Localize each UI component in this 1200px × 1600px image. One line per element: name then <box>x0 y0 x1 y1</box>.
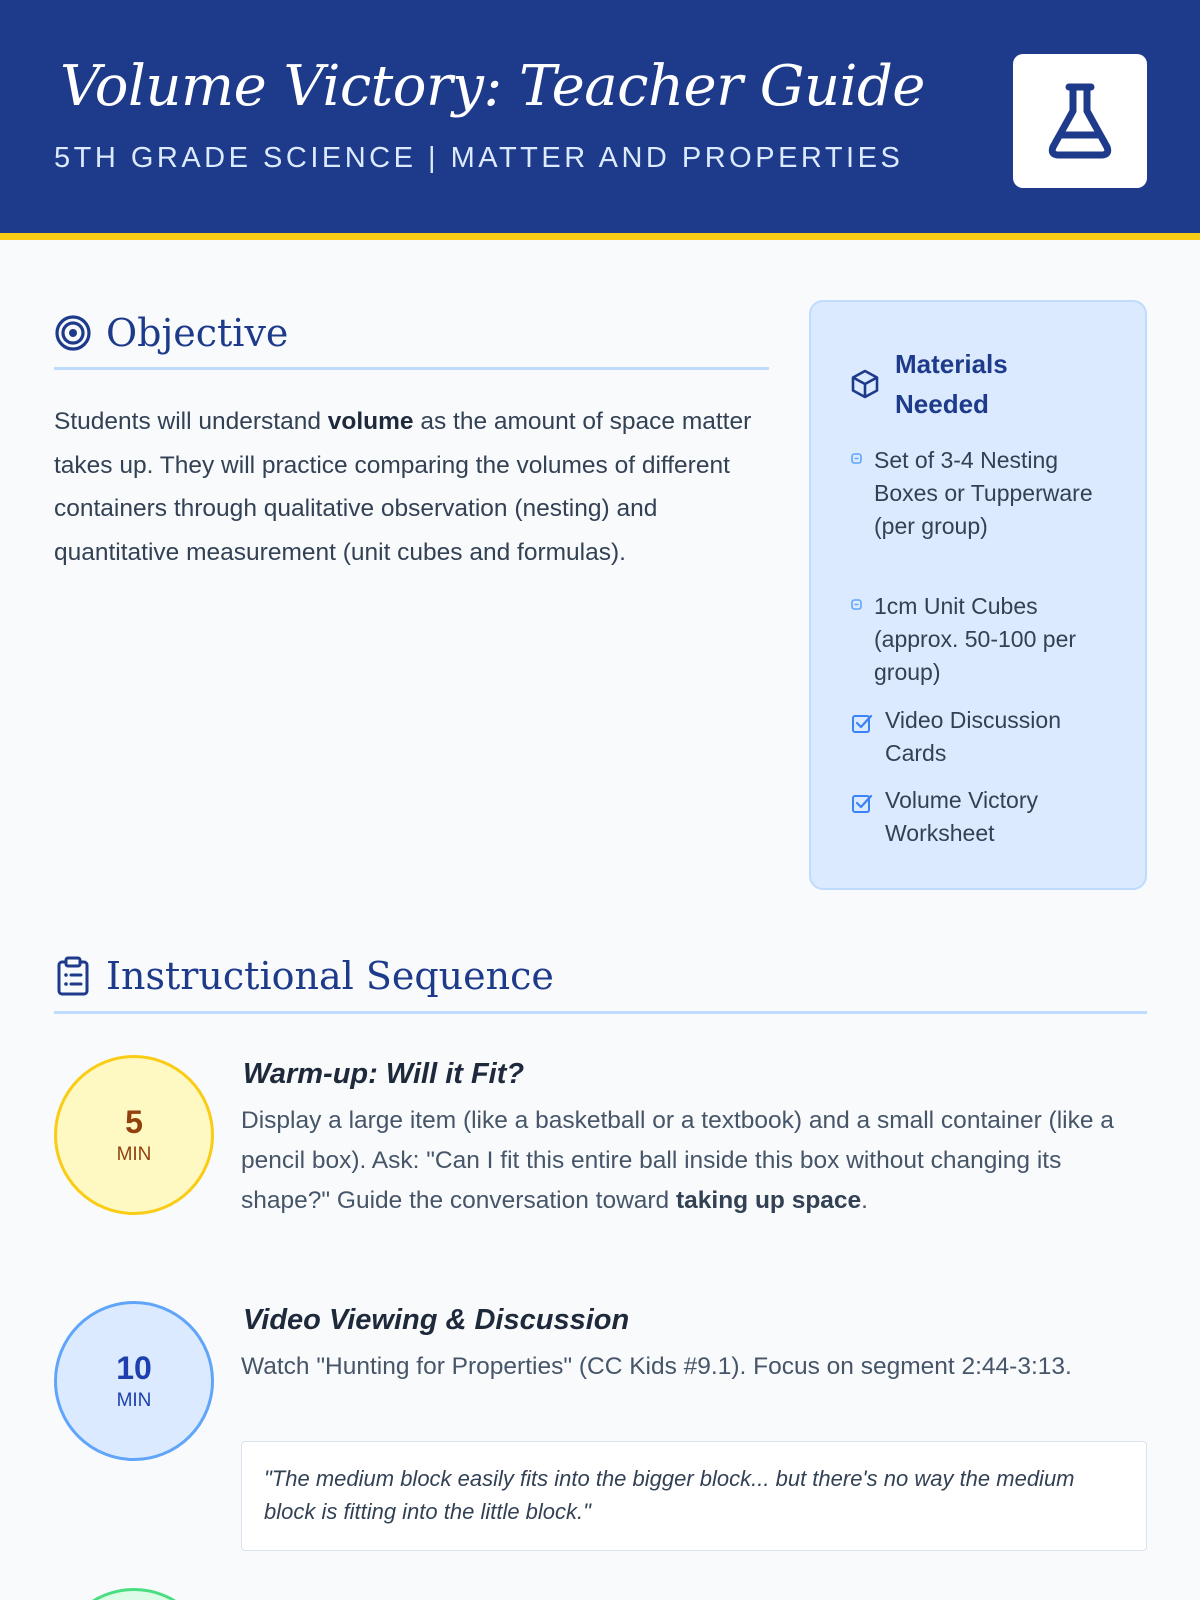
list-item-label: Video Discussion Cards <box>885 707 1062 766</box>
clipboard-icon <box>54 956 92 996</box>
checkbox-icon <box>851 793 873 815</box>
list-item <box>851 444 1101 543</box>
step-description <box>241 1101 1147 1221</box>
sequence-title: Instructional Sequence <box>106 953 554 998</box>
list-item-label: Volume Victory Worksheet <box>885 787 1038 846</box>
step-duration-badge <box>54 1301 214 1461</box>
page-header <box>0 0 1200 240</box>
sequence-heading <box>54 940 1147 1014</box>
step-description-part: . <box>861 1187 868 1214</box>
step-description-part: Display a large item (like a basketball or a textbook) and a small container (like a pencil box). Ask: "Can I fit this entire ball inside this box without changing its shape?" Guide the conversation toward <box>241 1107 1114 1214</box>
materials-panel <box>809 300 1147 890</box>
target-icon <box>54 314 92 352</box>
step-minutes: 5 <box>125 1104 143 1140</box>
list-item <box>851 784 1101 850</box>
objective-heading <box>54 298 769 370</box>
step-title: Video Viewing & Discussion <box>243 1304 630 1336</box>
step-minutes: 10 <box>116 1350 152 1386</box>
small-square-icon <box>851 599 862 610</box>
flask-icon <box>1045 81 1115 161</box>
page-subtitle: 5TH GRADE SCIENCE | MATTER AND PROPERTIES <box>54 142 904 174</box>
objective-keyword: volume <box>327 408 414 435</box>
objective-text <box>54 400 769 574</box>
checkbox-icon <box>851 713 873 735</box>
objective-title: Objective <box>106 310 289 355</box>
list-item <box>851 704 1101 770</box>
materials-title: Materials Needed <box>895 349 1008 419</box>
video-quote: "The medium block easily fits into the bigger block... but there's no way the medium block is fitting into the little block." <box>241 1441 1147 1551</box>
list-item-label: Set of 3-4 Nesting Boxes or Tupperware (per group) <box>874 447 1093 539</box>
step-title: Warm-up: Will it Fit? <box>243 1058 525 1090</box>
list-item-label: 1cm Unit Cubes (approx. 50-100 per group) <box>874 593 1077 685</box>
step-unit: MIN <box>116 1144 152 1165</box>
step-duration-badge <box>54 1588 214 1600</box>
step-description: Watch "Hunting for Properties" (CC Kids #9.1). Focus on segment 2:44-3:13. <box>241 1353 1072 1380</box>
small-square-icon <box>851 453 862 464</box>
header-logo-box <box>1013 54 1147 188</box>
step-description-keyword: taking up space <box>676 1187 862 1214</box>
step-duration-badge <box>54 1055 214 1215</box>
step-unit: MIN <box>116 1390 152 1411</box>
page-title: Volume Victory: Teacher Guide <box>60 54 925 119</box>
objective-text-part: Students will understand <box>54 408 328 435</box>
objective-text-part: as the amount of space matter takes up. They will practice comparing the volumes of different containers through qualitative observation (nesting) and quantitative measurement (unit cubes and formulas). <box>54 408 752 566</box>
list-item <box>851 590 1109 689</box>
materials-heading <box>851 344 1035 424</box>
cube-icon <box>851 369 879 399</box>
